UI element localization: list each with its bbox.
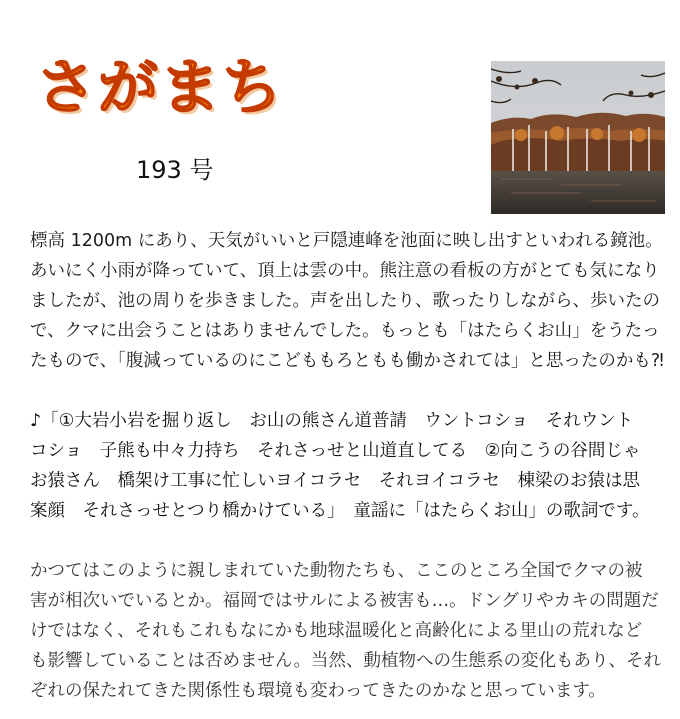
paragraph-kagami-pond: 標高 1200m にあり、天気がいいと戸隠連峰を池面に映し出すといわれる鏡池。 あいにく小雨が降っていて、頂上は雲の中。熊注意の看板の方がとても気になり ましたが、池の周りを歩きました。声を出したり、歌ったりしながら、歩いたの で、クマに出会うことはありませんでした。もっとも「はたらくお山」をうたっ たもので、「腹減っているのにこどももろともも働かされては」と思ったのかも⁈: [30, 231, 664, 371]
paragraph-song-lyrics: ♪「①大岩小岩を掘り返し お山の熊さん道普請 ウントコショ それウント コショ 子熊も中々力持ち それさっせと山道直してる ②向こうの谷間じゃ お猿さん 橋架け工事に忙しいヨイコラセ それヨイコラセ 棟梁のお猿は思 案顔 それさっせとつり橋かけている」 童謡に「はたらくお山」の歌詞です。: [30, 411, 650, 521]
issue-number: 193 号: [136, 156, 214, 184]
paragraph-wildlife-damage: かつてはこのように親しまれていた動物たちも、ここのところ全国でクマの被 害が相次いでいるとか。福岡ではサルによる被害も…。ドングリやカキの問題だ けではなく、それもこれもなにかも地球温暖化と高齢化による里山の荒れなど も影響していることは否めません。当然、動植物への生態系の変化もあり、それ ぞれの保たれてきた関係性も環境も変わってきたのかなと思っています。: [30, 561, 662, 701]
article-body: [30, 226, 668, 706]
autumn-pond-photo: [491, 61, 665, 214]
page-title: さがまち: [36, 53, 284, 123]
